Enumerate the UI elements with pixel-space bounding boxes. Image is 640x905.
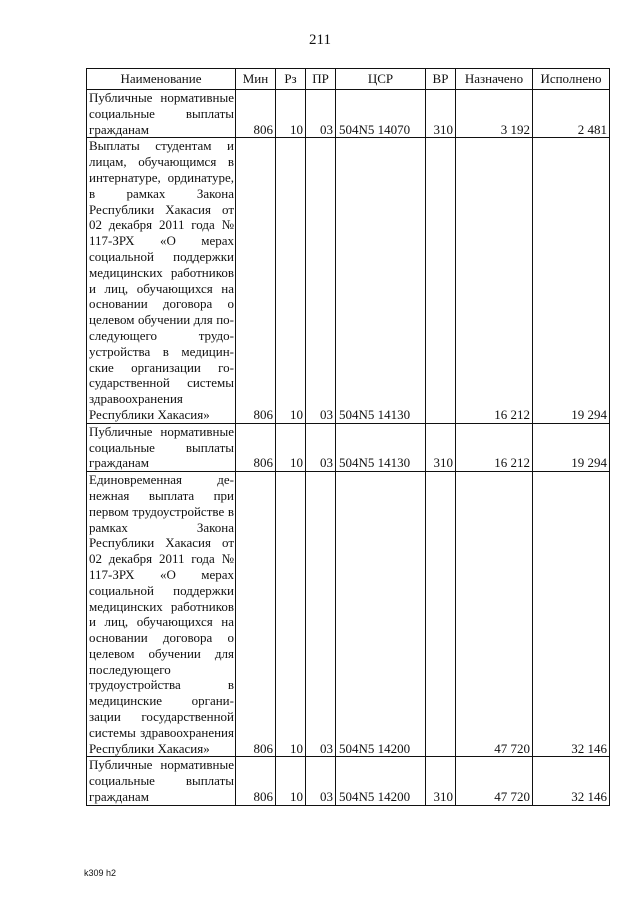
row-pr: 03 xyxy=(306,757,336,805)
row-csr: 504N5 14130 xyxy=(336,138,426,423)
row-rz: 10 xyxy=(276,472,306,757)
row-assigned: 16 212 xyxy=(456,423,533,471)
row-rz: 10 xyxy=(276,757,306,805)
header-vr: ВР xyxy=(426,69,456,90)
table-row xyxy=(87,138,610,423)
header-executed: Исполнено xyxy=(533,69,610,90)
header-rz: Рз xyxy=(276,69,306,90)
row-executed: 2 481 xyxy=(533,90,610,138)
row-vr: 310 xyxy=(426,423,456,471)
footer-code: k309 h2 xyxy=(84,868,117,878)
row-pr: 03 xyxy=(306,472,336,757)
row-executed: 19 294 xyxy=(533,423,610,471)
row-name: Публичные нормативные социальные выплаты гражданам xyxy=(87,90,236,138)
row-name: Единовременная денежная выплата при первом трудоустройстве в рамках Закона Республики Хакасия от 02 декабря 2011 года № 117-ЗРХ «О мерах социальной поддержки медицинских работников и лиц, обучающихся на основании договора о целевом обучении для последующего трудоустройства в медицинские организации государственной системы здравоохранения Республики Хакасия» xyxy=(87,472,236,757)
row-rz: 10 xyxy=(276,90,306,138)
row-rz: 10 xyxy=(276,423,306,471)
row-csr: 504N5 14070 xyxy=(336,90,426,138)
row-assigned: 16 212 xyxy=(456,138,533,423)
row-vr xyxy=(426,472,456,757)
row-name: Выплаты студентам и лицам, обучающимся в интернатуре, ординатуре, в рамках Закона Республики Хакасия от 02 декабря 2011 года № 117-ЗРХ «О мерах социальной поддержки медицинских работников и лиц, обучающихся на основании договора о целевом обучении для последующего трудоустройства в медицинские организации государственной системы здравоохранения Республики Хакасия» xyxy=(87,138,236,423)
row-min: 806 xyxy=(236,90,276,138)
row-pr: 03 xyxy=(306,423,336,471)
row-csr: 504N5 14200 xyxy=(336,757,426,805)
table-row xyxy=(87,757,610,805)
page-number: 211 xyxy=(309,32,331,48)
row-min: 806 xyxy=(236,472,276,757)
row-name: Публичные нормативные социальные выплаты гражданам xyxy=(87,757,236,805)
row-min: 806 xyxy=(236,138,276,423)
header-pr: ПР xyxy=(306,69,336,90)
table-row xyxy=(87,90,610,138)
row-min: 806 xyxy=(236,757,276,805)
row-assigned: 47 720 xyxy=(456,757,533,805)
row-csr: 504N5 14130 xyxy=(336,423,426,471)
row-vr: 310 xyxy=(426,90,456,138)
row-executed: 32 146 xyxy=(533,757,610,805)
header-name: Наименование xyxy=(87,69,236,90)
header-min: Мин xyxy=(236,69,276,90)
row-min: 806 xyxy=(236,423,276,471)
row-vr: 310 xyxy=(426,757,456,805)
header-csr: ЦСР xyxy=(336,69,426,90)
row-assigned: 47 720 xyxy=(456,472,533,757)
table-row xyxy=(87,472,610,757)
row-name: Публичные нормативные социальные выплаты гражданам xyxy=(87,423,236,471)
table-row xyxy=(87,423,610,471)
row-vr xyxy=(426,138,456,423)
row-pr: 03 xyxy=(306,90,336,138)
row-executed: 32 146 xyxy=(533,472,610,757)
row-executed: 19 294 xyxy=(533,138,610,423)
row-pr: 03 xyxy=(306,138,336,423)
header-assigned: Назначено xyxy=(456,69,533,90)
row-assigned: 3 192 xyxy=(456,90,533,138)
row-rz: 10 xyxy=(276,138,306,423)
table-header-row xyxy=(87,69,610,90)
budget-table xyxy=(86,68,610,806)
row-csr: 504N5 14200 xyxy=(336,472,426,757)
